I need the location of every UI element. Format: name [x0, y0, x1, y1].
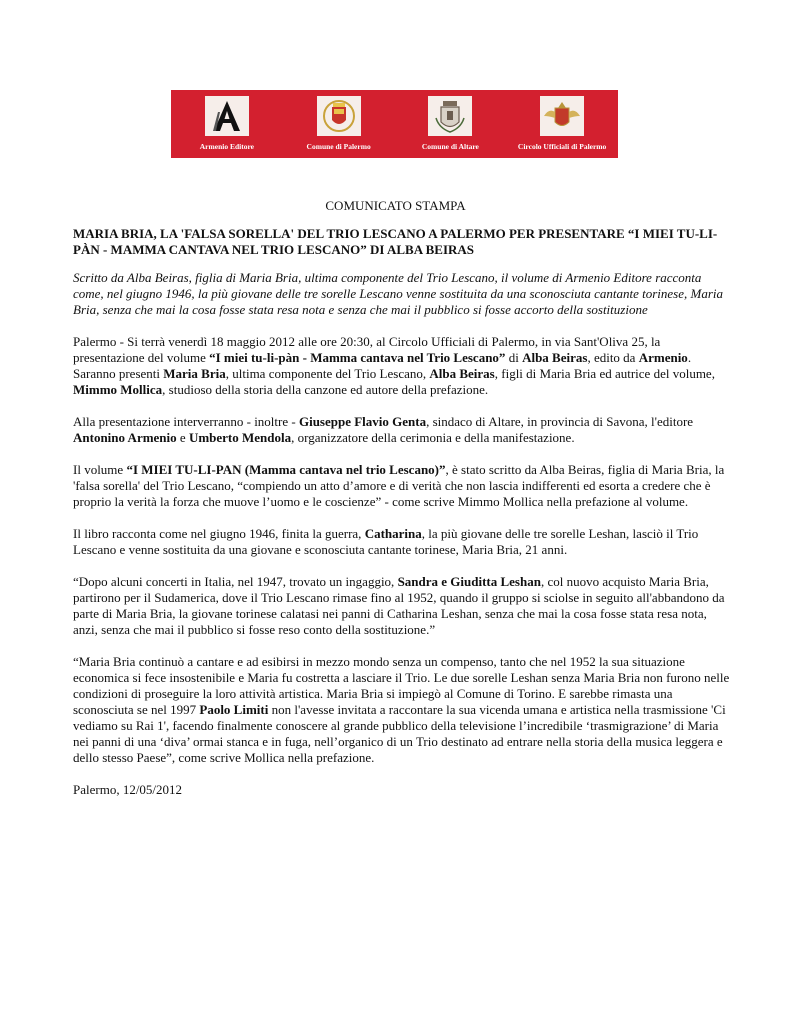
bold-text-run: “I MIEI TU-LI-PAN (Mamma cantava nel trio Lescano)” [126, 462, 446, 477]
body-paragraph [73, 526, 733, 558]
bold-text-run: Maria Bria [163, 366, 226, 381]
text-run: di [505, 350, 523, 365]
bold-text-run: Mimmo Mollica [73, 382, 163, 397]
palermo-crest-icon [317, 96, 361, 136]
text-run: , col nuovo acquisto Maria Bria, partirono per il Sudamerica, dove il Trio Lescano rimase fino al 1952, quando il gruppo si sciolse in seguito all'abbandono da parte di Maria Bria, la giovane torinese calatasi nei panni di Catharina Leshan, senza che mai la cosa fosse stata resa nota, anzi, senza che mai il pubblico si fosse reso conto della sostituzione.” [73, 574, 725, 637]
text-run: , la più giovane delle tre sorelle Leshan, lasciò il Trio Lescano e venne sostituita da una giovane e sconosciuta cantante torinese, Maria Bria, 21 anni. [73, 526, 699, 557]
bold-text-run: Umberto Mendola [188, 430, 292, 445]
armenio-letter-a-icon [205, 96, 249, 136]
logo-caption: Comune di Palermo [306, 142, 371, 151]
text-run: , sindaco di Altare, in provincia di Savona, l'editore [426, 414, 694, 429]
bold-text-run: Paolo Limiti [199, 702, 269, 717]
text-run: , edito da [587, 350, 639, 365]
text-run: Il libro racconta come nel giugno 1946, finita la guerra, [73, 526, 365, 541]
logo-caption: Armenio Editore [199, 142, 254, 151]
bold-text-run: “I miei tu-li-pàn - Mamma cantava nel Trio Lescano” [209, 350, 506, 365]
document-body [73, 334, 733, 814]
body-paragraph [73, 654, 733, 766]
text-run: “Dopo alcuni concerti in Italia, nel 1947, trovato un ingaggio, [73, 574, 398, 589]
circolo-crest-icon [540, 96, 584, 136]
text-run: , è stato scritto da Alba Beiras, figlia di Maria Bria, la 'falsa sorella' del Trio Lescano, “compiendo un atto d’amore e di verità che non lascia indifferenti ed esorta a credere che è proprio la verità la forza che muove l’uomo e le coscienze” - come scrive Mimmo Mollica nella prefazione al volume. [73, 462, 725, 509]
logo-armenio-editore [171, 90, 283, 158]
bold-text-run: Sandra e Giuditta Leshan [397, 574, 541, 589]
altare-crest-icon [428, 96, 472, 136]
bold-text-run: Antonino Armenio [73, 430, 177, 445]
body-paragraph [73, 414, 733, 446]
text-run: Alla presentazione interverranno - inoltre - [73, 414, 299, 429]
document-heading: COMUNICATO STAMPA [325, 198, 466, 213]
bold-text-run: Alba Beiras [522, 350, 588, 365]
bold-text-run: Alba Beiras [429, 366, 495, 381]
document-date-line: Palermo, 12/05/2012 [73, 782, 183, 797]
logo-caption: Circolo Ufficiali di Palermo [517, 142, 607, 151]
text-run: , figli di Maria Bria ed autrice del volume, [494, 366, 715, 381]
text-run: “Maria Bria continuò a cantare e ad esibirsi in mezzo mondo senza un compenso, tanto che nel 1952 la sua situazione economica si fece insostenibile e Maria fu costretta a lasciare il Trio. Le due sorelle Leshan senza Maria Bria non furono nelle condizioni di proseguire la loro attività artistica. Maria Bria si impiegò al Comune di Torino. E sarebbe rimasta una sconosciuta se nel 1997 [73, 654, 730, 717]
text-run: e [176, 430, 189, 445]
text-run: Palermo - Si terrà venerdì 18 maggio 2012 alle ore 20:30, al Circolo Ufficiali di Palermo, in via Sant'Oliva 25, la presentazione del volume [73, 334, 661, 365]
body-paragraph [73, 334, 733, 398]
logo-circolo-ufficiali [506, 90, 618, 158]
text-run: , organizzatore della cerimonia e della manifestazione. [291, 430, 575, 445]
logo-caption: Comune di Altare [421, 142, 479, 151]
document-abstract: Scritto da Alba Beiras, figlia di Maria Bria, ultima componente del Trio Lescano, il volume di Armenio Editore racconta come, nel giugno 1946, la più giovane delle tre sorelle Lescano venne sostituita da una sconosciuta cantante torinese, Maria Bria, senza che mai la cosa fosse stata resa nota e senza che mai il pubblico si fosse accorto della sostituzione [73, 270, 724, 317]
text-run: , ultima componente del Trio Lescano, [225, 366, 430, 381]
logo-comune-altare [395, 90, 507, 158]
bold-text-run: Catharina [364, 526, 422, 541]
logo-comune-palermo [283, 90, 395, 158]
body-paragraph [73, 462, 733, 510]
text-run: Il volume [73, 462, 127, 477]
logo-banner [171, 90, 618, 158]
body-paragraph [73, 574, 733, 638]
bold-text-run: Giuseppe Flavio Genta [298, 414, 427, 429]
text-run: , studioso della storia della canzone ed autore della prefazione. [162, 382, 489, 397]
text-run: . Saranno presenti [73, 350, 692, 381]
bold-text-run: Armenio [638, 350, 688, 365]
document-title: MARIA BRIA, LA 'FALSA SORELLA' DEL TRIO LESCANO A PALERMO PER PRESENTARE “I MIEI TU-LI-PÀN - MAMMA CANTAVA NEL TRIO LESCANO” DI ALBA BEIRAS [73, 226, 718, 257]
text-run: non l'avesse invitata a raccontare la sua vicenda umana e artistica nella trasmissione 'Ci vediamo su Rai 1', facendo finalmente conoscere al grande pubblico della televisione l’incredibile ‘trasmigrazione’ di Maria nei panni di una ‘diva’ ormai stanca e in fuga, nell’organico di un Trio destinato ad entrare nella storia della musica leggera e dello stesso Paese”, come scrive Mollica nella prefazione. [73, 702, 726, 765]
